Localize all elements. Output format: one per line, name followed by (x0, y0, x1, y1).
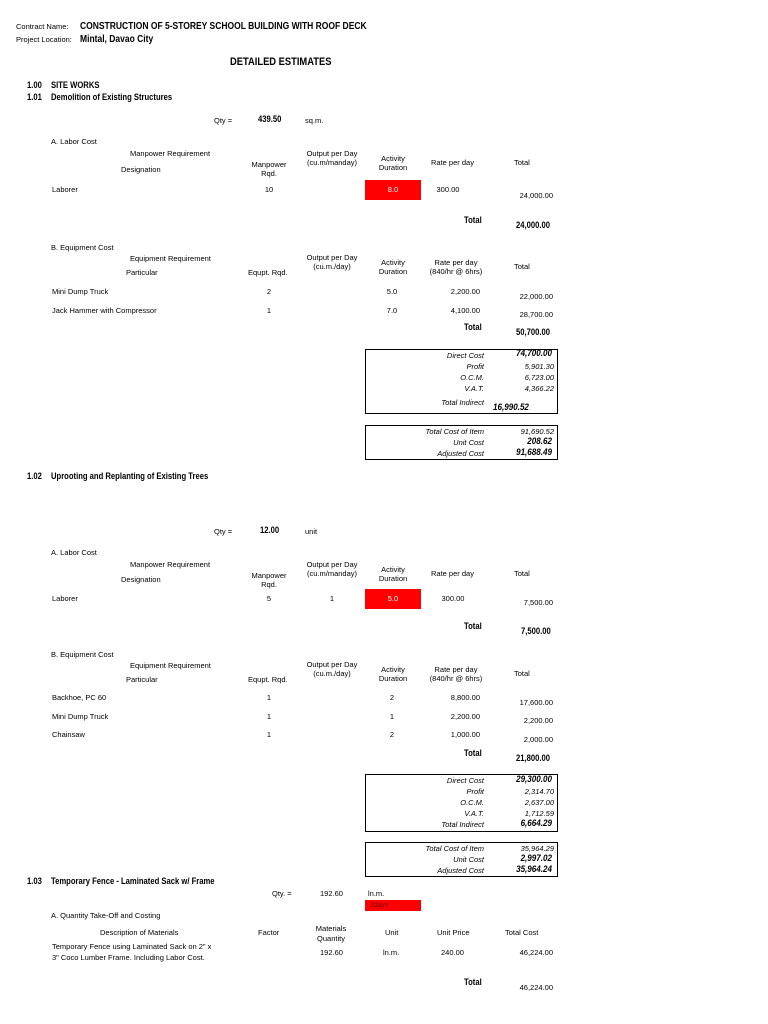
col-header-total: Total (514, 569, 530, 578)
labor-row-rqd: 5 (266, 594, 272, 603)
total-indirect-value: 6,664.29 (520, 818, 552, 829)
profit-value: 5,901.30 (524, 362, 554, 371)
equipment-row-name: Mini Dump Truck (52, 287, 109, 296)
item-name: Uprooting and Replanting of Existing Trees (51, 471, 209, 481)
col-header-rqd: Manpower Rqd. (251, 571, 287, 590)
section-number: 1.00 (27, 80, 42, 90)
col-header-output: Output per Day (cu.m/manday) (306, 560, 358, 579)
item-number: 1.03 (27, 876, 42, 886)
equipment-row-total: 2,000.00 (523, 735, 553, 744)
col-header-total-cost: Total Cost (505, 928, 539, 937)
col-header-designation: Designation (121, 575, 161, 584)
ocm-value: 2,637.00 (524, 798, 554, 807)
unit-cost-label: Unit Cost (453, 438, 484, 447)
material-total-cost: 46,224.00 (519, 948, 553, 957)
col-header-unit: Unit (385, 928, 399, 937)
item-name: Temporary Fence - Laminated Sack w/ Frame (51, 876, 215, 886)
labor-row-name: Laborer (52, 185, 78, 194)
labor-row-duration: 8.0 (387, 185, 399, 194)
qty-unit: sq.m. (305, 116, 324, 125)
col-header-particular: Particular (126, 268, 158, 277)
col-header-rate: Rate per day (840/hr @ 6hrs) (429, 258, 483, 277)
labor-cost-title: A. Labor Cost (51, 137, 97, 146)
labor-total-label: Total (464, 215, 482, 225)
equipment-row-rqd: 2 (266, 287, 272, 296)
equipment-row-duration: 2 (389, 693, 395, 702)
col-header-requirement: Equipment Requirement (130, 254, 211, 263)
profit-label: Profit (466, 787, 484, 796)
vat-label: V.A.T. (464, 809, 484, 818)
labor-cost-title: A. Labor Cost (51, 548, 97, 557)
takeoff-title: A. Quantity Take-Off and Costing (51, 911, 161, 920)
contract-name-value: CONSTRUCTION OF 5-STOREY SCHOOL BUILDING WITH ROOF DECK (80, 21, 367, 32)
equipment-total-label: Total (464, 322, 482, 332)
direct-cost-value: 29,300.00 (516, 774, 552, 785)
profit-label: Profit (466, 362, 484, 371)
direct-cost-label: Direct Cost (446, 351, 484, 360)
col-header-duration: Activity Duration (378, 665, 408, 684)
col-header-materials-qty: Materials Quantity (315, 924, 347, 943)
equipment-row-rate: 4,100.00 (450, 306, 480, 315)
col-header-factor: Factor (258, 928, 280, 937)
total-cost-label: Total Cost of Item (425, 427, 484, 436)
item-number: 1.01 (27, 92, 42, 102)
qty-label: Qty = (214, 527, 233, 536)
col-header-rqd: Manpower Rqd. (251, 160, 287, 179)
adjusted-cost-label: Adjusted Cost (437, 866, 484, 875)
unit-cost-value: 2,997.02 (520, 853, 552, 864)
equipment-cost-title: B. Equipment Cost (51, 243, 114, 252)
col-header-output: Output per Day (cu.m./day) (306, 660, 358, 679)
equipment-row-rate: 2,200.00 (450, 712, 480, 721)
material-description: Temporary Fence using Laminated Sack on 2" x (52, 942, 212, 951)
equipment-cost-title: B. Equipment Cost (51, 650, 114, 659)
equipment-total-value: 21,800.00 (516, 753, 551, 763)
vat-label: V.A.T. (464, 384, 484, 393)
col-header-rqd: Equpt. Rqd. (248, 675, 288, 684)
project-location-value: Mintal, Davao City (80, 34, 154, 45)
qty-value: 439.50 (258, 114, 282, 124)
direct-cost-value: 74,700.00 (516, 348, 552, 359)
labor-row-rate: 300.00 (436, 185, 460, 194)
total-cost-value: 91,690.52 (520, 427, 554, 436)
ocm-label: O.C.M. (460, 798, 484, 807)
project-location-label: Project Location: (16, 35, 72, 44)
col-header-requirement: Manpower Requirement (130, 149, 211, 158)
col-header-duration: Activity Duration (378, 565, 408, 584)
equipment-row-duration: 5.0 (386, 287, 398, 296)
material-qty: 192.60 (320, 948, 343, 957)
equipment-row-rqd: 1 (266, 712, 272, 721)
duration-note: 2days (370, 902, 389, 909)
labor-row-total: 7,500.00 (523, 598, 553, 607)
page-title: DETAILED ESTIMATES (230, 56, 332, 68)
labor-total-label: Total (464, 621, 482, 631)
col-header-rqd: Equpt. Rqd. (248, 268, 288, 277)
section-name: SITE WORKS (51, 80, 100, 90)
equipment-row-duration: 2 (389, 730, 395, 739)
labor-row-rate: 300.00 (441, 594, 465, 603)
labor-row-duration: 5.0 (387, 594, 399, 603)
labor-row-name: Laborer (52, 594, 78, 603)
col-header-requirement: Equipment Requirement (130, 661, 211, 670)
unit-cost-label: Unit Cost (453, 855, 484, 864)
total-indirect-label: Total Indirect (441, 820, 484, 829)
equipment-row-total: 28,700.00 (519, 310, 553, 319)
ocm-value: 6,723.00 (524, 373, 554, 382)
item-name: Demolition of Existing Structures (51, 92, 173, 102)
equipment-row-total: 2,200.00 (523, 716, 553, 725)
vat-value: 1,712.59 (524, 809, 554, 818)
qty-label: Qty. = (272, 889, 292, 898)
qty-label: Qty = (214, 116, 233, 125)
labor-row-output: 1 (329, 594, 335, 603)
labor-total-value: 7,500.00 (521, 626, 551, 636)
contract-name-label: Contract Name: (16, 22, 69, 31)
equipment-row-duration: 7.0 (386, 306, 398, 315)
equipment-row-name: Jack Hammer with Compressor (52, 306, 157, 315)
equipment-row-rate: 8,800.00 (450, 693, 480, 702)
material-unit: ln.m. (383, 948, 400, 957)
equipment-total-label: Total (464, 748, 482, 758)
equipment-row-name: Backhoe, PC 60 (52, 693, 107, 702)
vat-value: 4,366.22 (524, 384, 554, 393)
equipment-row-name: Chainsaw (52, 730, 85, 739)
labor-row-rqd: 10 (264, 185, 274, 194)
col-header-designation: Designation (121, 165, 161, 174)
qty-value: 12.00 (260, 525, 280, 535)
equipment-row-rqd: 1 (266, 730, 272, 739)
equipment-row-rate: 2,200.00 (450, 287, 480, 296)
total-indirect-value: 16,990.52 (493, 402, 529, 413)
col-header-rate: Rate per day (840/hr @ 6hrs) (429, 665, 483, 684)
labor-row-total: 24,000.00 (519, 191, 553, 200)
qty-value: 192.60 (320, 889, 343, 898)
total-indirect-label: Total Indirect (441, 398, 484, 407)
equipment-row-total: 22,000.00 (519, 292, 553, 301)
material-unit-price: 240.00 (441, 948, 464, 957)
takeoff-total-value: 46,224.00 (519, 983, 553, 992)
adjusted-cost-value: 35,964.24 (516, 864, 552, 875)
equipment-row-rqd: 1 (266, 306, 272, 315)
col-header-total: Total (514, 262, 530, 271)
equipment-row-duration: 1 (389, 712, 395, 721)
qty-unit: unit (305, 527, 318, 536)
qty-unit: ln.m. (368, 889, 385, 898)
col-header-output: Output per Day (cu.m/manday) (306, 149, 358, 168)
material-description: 3" Coco Lumber Frame. Including Labor Cost. (52, 953, 205, 962)
col-header-rate: Rate per day (431, 158, 474, 167)
total-cost-label: Total Cost of Item (425, 844, 484, 853)
equipment-row-rate: 1,000.00 (450, 730, 480, 739)
col-header-requirement: Manpower Requirement (130, 560, 211, 569)
profit-value: 2,314.70 (524, 787, 554, 796)
ocm-label: O.C.M. (460, 373, 484, 382)
total-cost-value: 35,964.29 (520, 844, 554, 853)
adjusted-cost-label: Adjusted Cost (437, 449, 484, 458)
direct-cost-label: Direct Cost (446, 776, 484, 785)
labor-total-value: 24,000.00 (516, 220, 551, 230)
equipment-row-name: Mini Dump Truck (52, 712, 109, 721)
col-header-output: Output per Day (cu.m./day) (306, 253, 358, 272)
col-header-rate: Rate per day (431, 569, 474, 578)
unit-cost-value: 208.62 (527, 436, 552, 447)
col-header-duration: Activity Duration (378, 154, 408, 173)
col-header-duration: Activity Duration (378, 258, 408, 277)
col-header-particular: Particular (126, 675, 158, 684)
col-header-unit-price: Unit Price (437, 928, 470, 937)
item-number: 1.02 (27, 471, 42, 481)
col-header-description: Description of Materials (100, 928, 179, 937)
adjusted-cost-value: 91,688.49 (516, 447, 552, 458)
col-header-total: Total (514, 669, 530, 678)
equipment-total-value: 50,700.00 (516, 327, 551, 337)
equipment-row-total: 17,600.00 (519, 698, 553, 707)
equipment-row-rqd: 1 (266, 693, 272, 702)
takeoff-total-label: Total (464, 977, 482, 987)
col-header-total: Total (514, 158, 530, 167)
